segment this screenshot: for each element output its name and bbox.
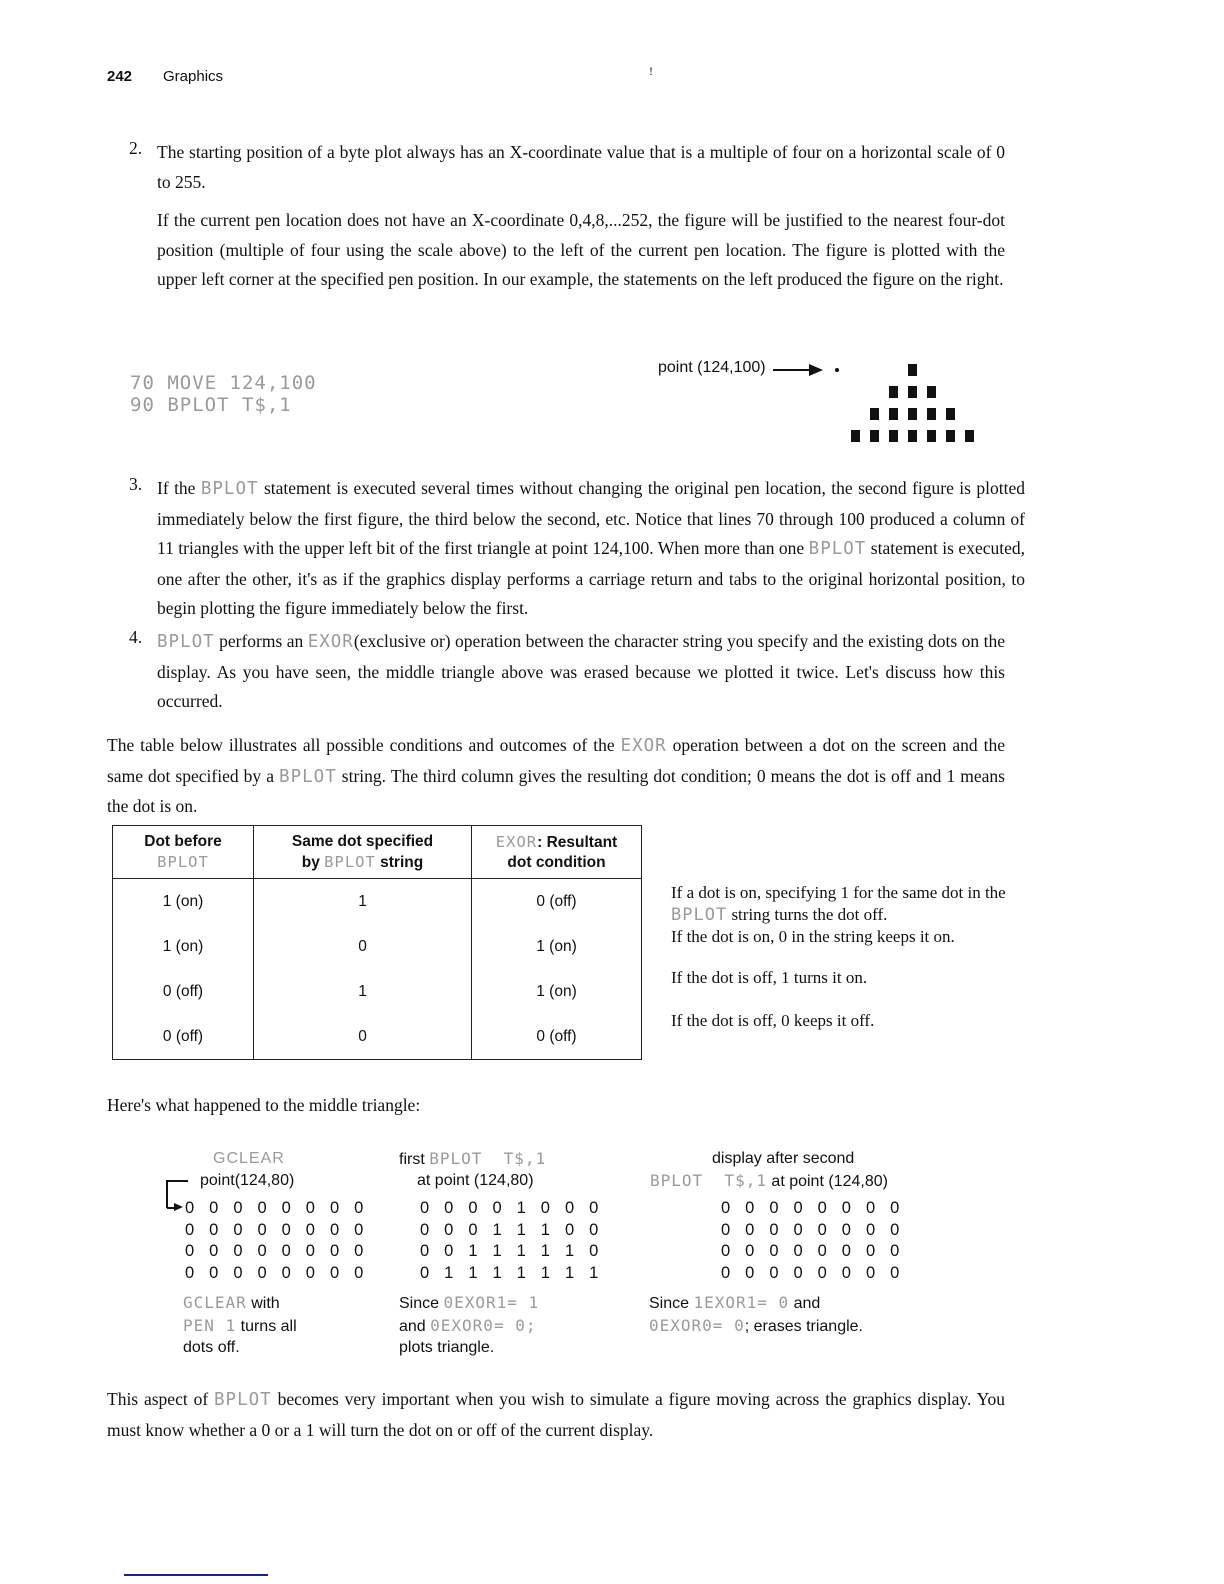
cell: 0	[254, 1014, 472, 1060]
pixel-dot	[851, 430, 860, 442]
panel-3-caption	[649, 1292, 863, 1337]
table-intro	[107, 731, 1005, 822]
table-row	[113, 879, 642, 925]
text: dots off.	[183, 1339, 240, 1356]
text: performs an	[214, 631, 308, 651]
pixel-dot	[927, 408, 936, 420]
point-marker	[835, 368, 839, 372]
panel-2-subtitle: at point (124,80)	[417, 1172, 534, 1189]
text: (exclusive or) operation between the character string you specify and the existing dots on the display. As you have seen, the middle triangle above was erased because we plotted it twice. Let's discuss how this occurred.	[157, 631, 1005, 711]
cell: 1 (on)	[472, 924, 642, 969]
text: statement is executed, one after the other, it's as if the graphics display performs a carriage return and tabs to the original horizontal position, to begin plotting the figure immediately below the first.	[157, 538, 1025, 618]
arrow-right-icon	[174, 1203, 183, 1211]
section-title: Graphics	[163, 68, 224, 85]
arrow-right-icon	[773, 369, 811, 371]
text: first	[399, 1151, 430, 1168]
item-4-text	[157, 627, 1005, 717]
pixel-dot	[946, 430, 955, 442]
keyword-exor: EXOR	[307, 632, 354, 652]
middle-triangle-intro: Here's what happened to the middle triangle:	[107, 1095, 421, 1115]
keyword-bplot: BPLOT T$,1	[429, 1149, 547, 1168]
pixel-dot	[908, 386, 917, 398]
pixel-dot	[870, 430, 879, 442]
keyword-pen: PEN 1	[183, 1315, 237, 1335]
text: plots triangle.	[399, 1339, 495, 1356]
cell: 0 (off)	[472, 1014, 642, 1060]
cell: 0 (off)	[472, 879, 642, 925]
exor-truth-table	[112, 825, 642, 1060]
text: The table below illustrates all possible conditions and outcomes of the	[107, 735, 621, 755]
arrow-head-icon	[809, 364, 823, 376]
keyword-bplot: BPLOT	[157, 632, 215, 652]
item-2-paragraph: If the current pen location does not have an X-coordinate 0,4,8,...252, the figure will be justified to the nearest four-dot position (multiple of four using the scale above) to the left of the current pen location. The figure is plotted with the upper left corner at the specified pen position. In our example, the statements on the left produced the figure on the right.	[157, 210, 1005, 289]
grid-row: 0 0 0 0 0 0 0 0	[721, 1263, 905, 1282]
text: and	[789, 1295, 821, 1312]
pixel-dot	[946, 408, 955, 420]
cell: 0	[254, 924, 472, 969]
code-listing	[130, 372, 317, 416]
text: string turns the dot off.	[727, 904, 888, 924]
item-3-number: 3.	[129, 474, 143, 494]
footer-rule	[124, 1574, 268, 1576]
keyword-bplot: BPLOT T$,1	[650, 1171, 767, 1190]
pixel-dot	[965, 430, 974, 442]
keyword-exor: EXOR	[620, 736, 667, 756]
grid-row: 0 0 0 0 0 0 0 0	[721, 1242, 905, 1260]
col-header-dot-before	[113, 826, 254, 879]
header-text: by	[301, 853, 325, 871]
grid-row: 0 0 0 0 0 0 0 0	[185, 1199, 369, 1217]
header-text: Dot before	[144, 833, 222, 850]
panel-1-caption	[183, 1292, 297, 1359]
pixel-dot	[927, 386, 936, 398]
cell: 1 (on)	[472, 969, 642, 1014]
item-2-text: The starting position of a byte plot always has an X-coordinate value that is a multiple of four on a horizontal scale of 0 to 255.	[157, 142, 1005, 192]
point-label: point (124,100)	[658, 359, 766, 376]
grid-row: 0 0 0 0 0 0 0 0	[185, 1263, 369, 1282]
panel-2-caption	[399, 1292, 539, 1359]
header-text: Same dot specified	[291, 832, 434, 850]
table-row	[113, 969, 642, 1014]
keyword-exor: 0EXOR0= 0;	[430, 1315, 537, 1335]
table-row	[113, 924, 642, 969]
keyword-exor: 0EXOR0= 0	[649, 1315, 745, 1335]
keyword-bplot: BPLOT	[157, 853, 209, 871]
keyword-bplot: BPLOT	[279, 766, 337, 787]
pixel-dot	[889, 430, 898, 442]
item-3-text	[157, 474, 1025, 624]
cell: 1	[254, 879, 472, 925]
text: Since	[649, 1295, 694, 1312]
pixel-dot	[927, 430, 936, 442]
text: ; erases triangle.	[744, 1317, 863, 1335]
text: Since	[399, 1295, 444, 1312]
header-mark: !	[649, 64, 653, 78]
panel-2-grid	[420, 1198, 604, 1284]
col-header-resultant	[472, 826, 642, 879]
closing-paragraph	[107, 1385, 1005, 1445]
pixel-dot	[870, 408, 879, 420]
panel-3-subtitle	[650, 1170, 888, 1193]
pixel-dot	[889, 386, 898, 398]
panel-1-grid	[185, 1198, 369, 1284]
text: operation between a dot on the screen and the same dot specified by a	[107, 735, 1005, 786]
panel-2-title	[399, 1148, 546, 1171]
keyword-exor: EXOR	[495, 832, 538, 851]
note-off-1: If the dot is off, 1 turns it on.	[671, 968, 868, 987]
grid-row: 0 0 0 0 0 0 0 0	[185, 1242, 369, 1260]
text: statement is executed several times without changing the original pen location, the second figure is plotted immediately below the first figure, the third below the second, etc. Notice that lines 70 through 100 produced a column of 11 triangles with the upper left bit of the first triangle at point 124,100. When more than one	[157, 478, 1025, 558]
grid-row: 0 0 0 0 1 0 0 0	[420, 1199, 604, 1217]
panel-1-title: GCLEAR	[213, 1150, 285, 1167]
cell: 1	[254, 969, 472, 1014]
header-text: : Resultant	[537, 833, 618, 851]
keyword-bplot: BPLOT	[808, 539, 867, 559]
col-header-same-dot	[254, 826, 472, 879]
keyword-exor: 1EXOR1= 0	[693, 1293, 790, 1312]
item-2-number: 2.	[129, 138, 143, 158]
keyword-bplot: BPLOT	[671, 904, 728, 925]
text: This aspect of	[107, 1389, 215, 1409]
page-number: 242	[107, 68, 133, 85]
panel-1-subtitle: point(124,80)	[200, 1172, 295, 1189]
keyword-bplot: BPLOT	[200, 479, 259, 499]
text: at point (124,80)	[766, 1173, 888, 1190]
keyword-bplot: BPLOT	[214, 1390, 272, 1410]
text: and	[399, 1317, 431, 1335]
panel-3-title: display after second	[712, 1150, 855, 1167]
grid-row: 0 0 1 1 1 1 1 0	[420, 1242, 604, 1260]
text: string. The third column gives the resulting dot condition; 0 means the dot is off and 1 means the dot is on.	[107, 765, 1005, 816]
keyword-bplot: BPLOT	[324, 852, 376, 871]
text: If the	[157, 478, 201, 498]
pixel-dot	[908, 430, 917, 442]
grid-row: 0 0 0 1 1 1 0 0	[420, 1220, 604, 1239]
header-text: string	[375, 853, 424, 871]
note-on-1	[671, 882, 1011, 926]
text: becomes very important when you wish to simulate a figure moving across the graphics display. You must know whether a 0 or a 1 will turn the dot on or off of the current display.	[107, 1389, 1005, 1440]
grid-row: 0 0 0 0 0 0 0 0	[721, 1220, 905, 1239]
panel-3-grid	[721, 1198, 905, 1284]
cell: 1 (on)	[113, 924, 254, 969]
code-line-90: 90 BPLOT T$,1	[130, 394, 292, 416]
triangle-figure	[851, 364, 991, 444]
text: turns all	[236, 1317, 297, 1335]
keyword-gclear: GCLEAR	[183, 1293, 247, 1312]
header-text: dot condition	[507, 853, 606, 871]
note-on-0: If the dot is on, 0 in the string keeps it on.	[671, 927, 955, 946]
cell: 0 (off)	[113, 969, 254, 1014]
pixel-dot	[908, 364, 917, 376]
keyword-exor: 0EXOR1= 1	[443, 1293, 540, 1312]
code-line-70: 70 MOVE 124,100	[130, 372, 317, 394]
table-row	[113, 1014, 642, 1060]
text: If a dot is on, specifying 1 for the same dot in the	[671, 883, 1006, 902]
grid-row: 0 0 0 0 0 0 0 0	[185, 1220, 369, 1239]
cell: 0 (off)	[113, 1014, 254, 1060]
item-4-number: 4.	[129, 627, 143, 647]
pixel-dot	[908, 408, 917, 420]
pointer-line	[166, 1180, 168, 1208]
note-off-0: If the dot is off, 0 keeps it off.	[671, 1011, 875, 1030]
grid-row: 0 1 1 1 1 1 1 1	[420, 1263, 604, 1282]
pointer-line	[166, 1180, 188, 1182]
text: with	[246, 1295, 280, 1312]
grid-row: 0 0 0 0 0 0 0 0	[721, 1199, 905, 1217]
cell: 1 (on)	[113, 879, 254, 925]
pixel-dot	[889, 408, 898, 420]
